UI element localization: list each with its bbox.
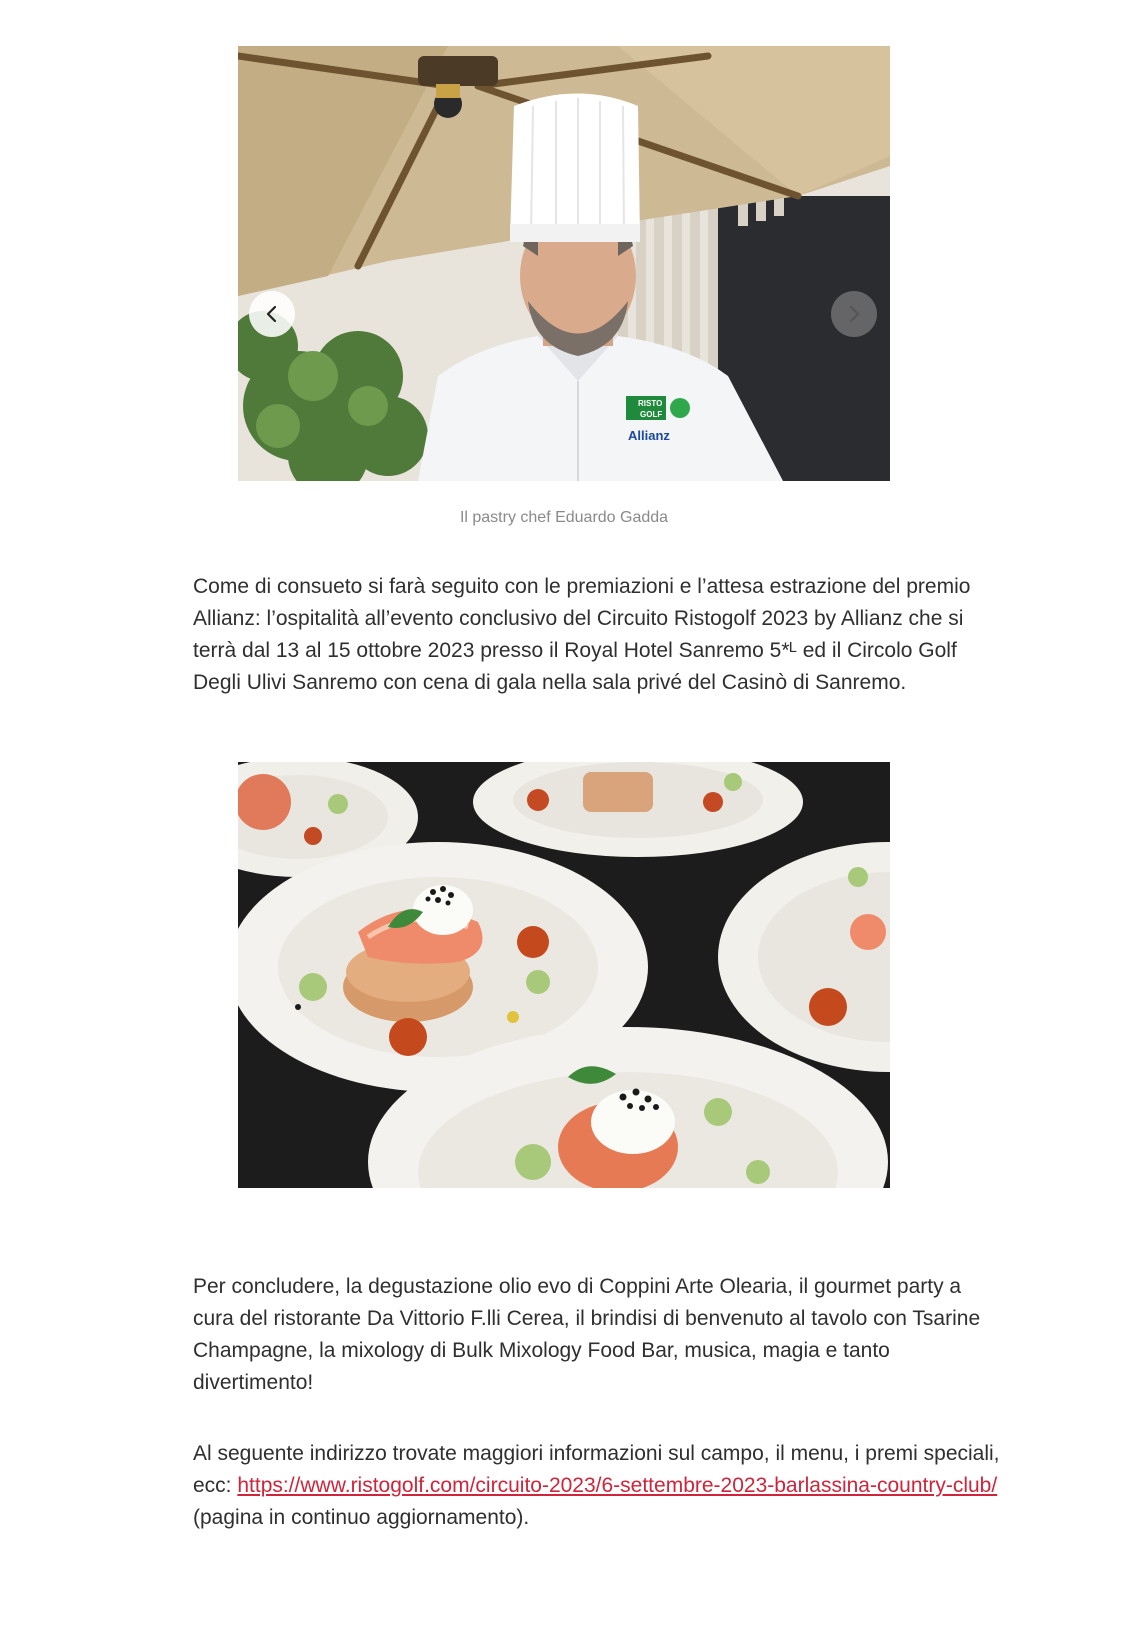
chevron-left-icon	[265, 305, 279, 323]
paragraph-3-prefix: Al seguente indirizzo trovate maggiori informazioni sul campo, il menu, i premi speciali, ecc:	[193, 1442, 1000, 1497]
slider-next-button[interactable]	[831, 291, 877, 337]
image-caption: Il pastry chef Eduardo Gadda	[459, 509, 669, 526]
chevron-right-icon	[847, 305, 861, 323]
allianz-logo-text: Allianz	[628, 428, 670, 443]
food-photo	[238, 762, 890, 1188]
slider-prev-button[interactable]	[249, 291, 295, 337]
risto-logo-text: RISTO	[638, 399, 663, 408]
chef-photo	[238, 46, 890, 481]
image-slider	[238, 46, 890, 481]
article-paragraph-2: Per concludere, la degustazione olio evo di Coppini Arte Olearia, il gourmet party a cura del ristorante Da Vittorio F.lli Cerea, il brindisi di benvenuto al tavolo con Tsarine Champagne, la mixology di Bulk Mixology Food Bar, musica, magia e tanto divertimento!	[193, 1275, 981, 1394]
article-paragraph-3	[193, 1438, 1003, 1534]
article-paragraph-1: Come di consueto si farà seguito con le premiazioni e l’attesa estrazione del premio Allianz: l’ospitalità all’evento conclusivo del Circuito Ristogolf 2023 by Allianz che si terrà dal 13 al 15 ottobre 2023 presso il Royal Hotel Sanremo 5*ᴸ ed il Circolo Golf Degli Ulivi Sanremo con cena di gala nella sala privé del Casinò di Sanremo.	[193, 575, 971, 694]
ristogolf-link[interactable]: https://www.ristogolf.com/circuito-2023/6-settembre-2023-barlassina-country-club/	[237, 1474, 998, 1497]
golf-logo-text: GOLF	[640, 410, 663, 419]
paragraph-3-suffix: (pagina in continuo aggiornamento).	[193, 1506, 530, 1529]
